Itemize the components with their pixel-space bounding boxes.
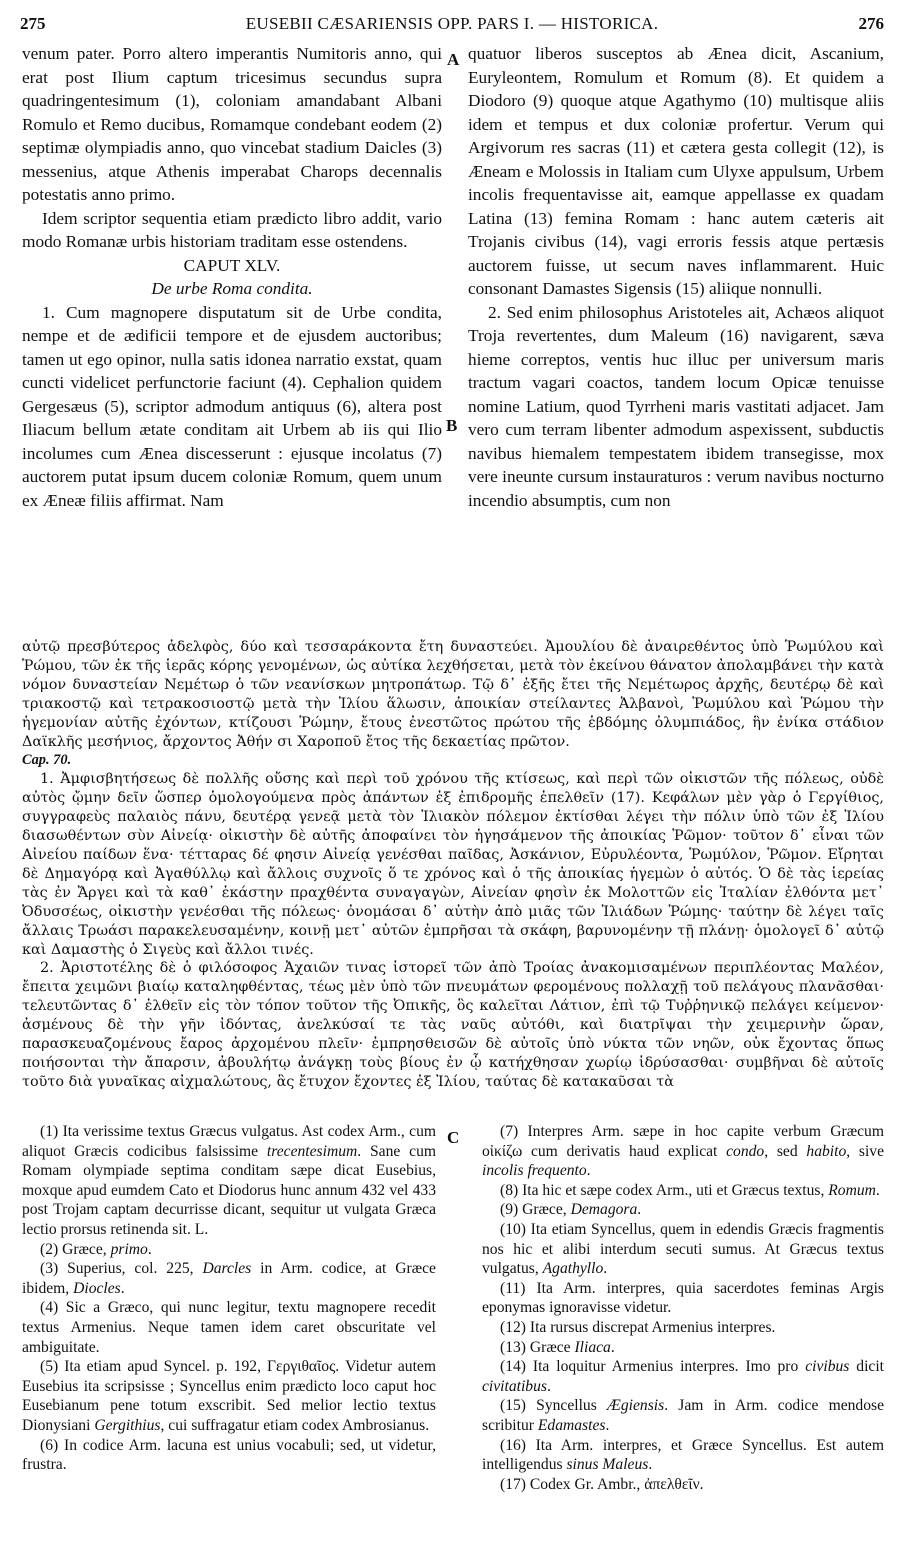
running-header [20, 14, 884, 38]
chapter-title: CAPUT XLV. [183, 255, 281, 275]
greek-paragraph-3: 2. Ἀριστοτέλης δὲ ὁ φιλόσοφος Ἀχαιῶν τινας ἱστορεῖ τῶν ἀπὸ Τροίας ἀνακομισαμένων περιπλέοντας Μαλέον, ἔπειτα χειμῶνι βιαίῳ καταληφθέντας, τέως μὲν ὑπὸ τῶν πνευμάτων φερομένους πολλαχῇ τοῦ πελάγους πλανᾶσθαι· τελευτῶντας δ᾽ ἐλθεῖν εἰς τὸν τόπον τοῦτον τῆς Ὀπικῆς, ὃς καλεῖται Λάτιον, ἐπὶ τῷ Τυῤῥηνικῷ πελάγει κείμενον· ἀσμένους δὲ τὴν γῆν ἰδόντας, ἀνελκύσαί τε τὰς ναῦς αὐτόθι, καὶ διατρῖψαι τὴν χειμερινὴν ὥραν, παρασκευαζομένους ἔαρος ἀρχομένου πλεῖν· ἐμπρησθεισῶν δὲ αὐτοῖς ὑπὸ νύκτα τῶν νηῶν, οὐκ ἔχοντας ὅπως ποιήσονται τὴν ἄπαρσιν, ἀβουλήτῳ ἀνάγκῃ τοὺς βίους ἐν ᾧ κατήχθησαν χωρίῳ ἱδρύσασθαι· συμβῆναι δὲ αὐτοῖς τοῦτο διὰ γυναῖκας αἰχμαλώτους, ἃς ἔτυχον ἔχοντες ἐξ Ἰλίου, ταύτας δὲ κατακαῦσαι τὰ [22, 960, 884, 1090]
left-paragraph-2: Idem scriptor sequentia etiam prædicto libro addit, vario modo Romanæ urbis historiam traditam esse ostendens. [22, 208, 442, 251]
footnote-6: (6) In codice Arm. lacuna est unius vocabuli; sed, ut videtur, frustra. [22, 1436, 436, 1474]
footnote-15: (15) Syncellus Ægiensis. Jam in Arm. codice mendose scribitur Edamastes. [482, 1397, 884, 1434]
footnote-14: (14) Ita loquitur Armenius interpres. Imo pro civibus dicit civitatibus. [482, 1358, 884, 1395]
footnotes-right [482, 1122, 884, 1494]
footnote-13: (13) Græce Iliaca. [500, 1338, 615, 1356]
footnote-1: (1) Ita verissime textus Græcus vulgatus. Ast codex Arm., cum aliquot Græcis codicibus falsissime trecentesimum. Sane cum Romam olympiade septima conditam sæpe dicat Eusebius, moxque apud eumdem Cato et Diodorus hunc annum 432 vel 433 post Trojam captam decurrisse dicant, sequitur ut vulgata Græca lectio prorsus retinenda sit. L. [22, 1123, 436, 1238]
chapter-subtitle: De urbe Roma condita. [151, 279, 313, 298]
footnote-9: (9) Græce, Demagora. [500, 1201, 642, 1219]
column-marker-a: A [447, 50, 460, 69]
footnote-12: (12) Ita rursus discrepat Armenius interpres. [500, 1318, 776, 1336]
footnote-8: (8) Ita hic et sæpe codex Arm., uti et Græcus textus, Romum. [500, 1181, 880, 1199]
footnote-4: (4) Sic a Græco, qui nunc legitur, textu magnopere recedit textus Armenius. Neque tamen idem caret obscuritate vel ambiguitate. [22, 1299, 436, 1356]
right-column [468, 42, 884, 512]
page-number-right: 276 [858, 14, 884, 33]
greek-text-block [22, 638, 884, 1092]
left-column [22, 42, 442, 512]
greek-chapter-ref: Cap. 70. [22, 752, 72, 769]
column-marker-b: B [446, 416, 458, 435]
column-marker-c: C [447, 1128, 460, 1147]
greek-paragraph-2: 1. Ἀμφισβητήσεως δὲ πολλῆς οὔσης καὶ περὶ τοῦ χρόνου τῆς κτίσεως, καὶ περὶ τῶν οἰκιστῶν τῆς πόλεως, οὐδὲ αὐτὸς ᾤμην δεῖν ὥσπερ ὁμολογούμενα πρὸς ἁπάντων ἐξ ἐπιδρομῆς ἐπελθεῖν (17). Κεφάλων μὲν γὰρ ὁ Γεργίθιος, συγγραφεὺς παλαιὸς πάνυ, δευτέρᾳ γενεᾷ μετὰ τὸν Ἰλιακὸν πόλεμον ἐκτίσθαι λέγει τὴν πόλιν ὑπὸ τῶν ἐξ Ἰλίου διασωθέντων σὺν Αἰνείᾳ· οἰκιστὴν δὲ αὐτῆς ἀποφαίνει τὸν ἡγησάμενον τῆς ἀποικίας Ῥῶμον· τοῦτον δ᾽ εἶναι τῶν Αἰνείου παίδων ἕνα· τέτταρας δέ φησιν Αἰνείᾳ γενέσθαι παῖδας, Ἀσκάνιον, Εὐρυλέοντα, Ῥωμύλον, Ῥῶμον. Εἴρηται δὲ Δημαγόρᾳ καὶ Ἀγαθύλλῳ καὶ ἄλλοις συχνοῖς ὅ τε χρόνος καὶ ὁ τῆς ἀποικίας ἡγεμὼν ὁ αὐτός. Ὁ δὲ τὰς ἱερείας τὰς ἐν Ἄργει καὶ τὰ καθ᾽ ἑκάστην πραχθέντα συναγαγὼν, Αἰνείαν φησὶν ἐκ Μολοττῶν εἰς Ἰταλίαν ἐλθόντα μετ᾽ Ὀδυσσέως, οἰκιστὴν γενέσθαι τῆς πόλεως· ὀνομάσαι δ᾽ αὐτὴν ἀπὸ μιᾶς τῶν Ἰλιάδων Ῥώμης· ταύτην δὲ λέγει ταῖς ἄλλαις Τρωάσι παρακελευσαμένην, κοινῇ μετ᾽ αὐτῶν ἐμπρῆσαι τὰ σκάφη, βαρυνομένην τῇ πλάνῃ· ὁμολογεῖ δ᾽ αὐτῷ καὶ Δαμαστὴς ὁ Σιγεὺς καὶ ἄλλοι τινές. [22, 771, 884, 958]
footnote-3: (3) Superius, col. 225, Darcles in Arm. codice, at Græce ibidem, Diocles. [22, 1260, 436, 1297]
running-head-title: EUSEBII CÆSARIENSIS OPP. PARS I. — HISTORICA. [245, 14, 659, 33]
right-paragraph-2: 2. Sed enim philosophus Aristoteles ait, Achæos aliquot Troja revertentes, dum Maleum (16) navigarent, sæva hieme correptos, ventis huc illuc per universum maris tractum vagari coactos, tandem locum Opicæ tenuisse nomine Latium, quod Tyrrheni maris vastitati adjacet. Jam vero cum terram libenter admodum aspexissent, subductis navibus hiemalem tempestatem ibidem transegisse, mox vere ineunte cursum instauraturos : verum navibus nocturno incendio absumptis, cum non [468, 302, 884, 510]
footnote-2: (2) Græce, primo. [40, 1240, 152, 1258]
footnote-5: (5) Ita etiam apud Syncel. p. 192, Γεργιθαῖος. Videtur autem Eusebius ita scripsisse ; Syncellus enim prædicto loco caput hoc Eusebianum pene totum exscribit. Sed melior lectio textus Dionysiani Gergithius, cui suffragatur etiam codex Ambrosianus. [22, 1358, 436, 1434]
greek-paragraph-1: αὐτῷ πρεσβύτερος ἀδελφὸς, δύο καὶ τεσσαράκοντα ἔτη δυναστεύει. Ἀμουλίου δὲ ἀναιρεθέντος ὑπὸ Ῥωμύλου καὶ Ῥώμου, τῶν ἐκ τῆς ἱερᾶς κόρης γενομένων, ὡς αὐτίκα λεχθήσεται, μετὰ τὸν ἐκείνου θάνατον ἀπολαμβάνει τὴν κατὰ νόμον δυναστείαν Νεμέτωρ ὁ τῶν νεανίσκων μητροπάτωρ. Τῷ δ᾽ ἑξῆς ἔτει τῆς Νεμέτωρος ἀρχῆς, δευτέρῳ δὲ καὶ τριακοστῷ καὶ τετρακοσιοστῷ μετὰ τὴν Ἰλίου ἅλωσιν, ἀποικίαν στείλαντες Ἀλβανοὶ, Ῥωμύλου καὶ Ῥώμου τὴν ἡγεμονίαν αὐτῆς ἐχόντων, κτίζουσι Ῥώμην, ἔτους ἐνεστῶτος πρώτου τῆς ἑβδόμης ὀλυμπιάδος, ἣν ἐνίκα στάδιον Δαϊκλῆς μεσήνιος, ἄρχοντος Ἀθήν σι Χαροποῦ ἔτος τῆς δεκαετίας πρῶτον. [22, 639, 884, 750]
page-number-left: 275 [20, 14, 46, 33]
right-paragraph-1: quatuor liberos susceptos ab Ænea dicit, Ascanium, Euryleontem, Romulum et Romum (8). Et quidem a Diodoro (9) quoque atque Agathymo (10) multisque aliis idem et tempus et dux coloniæ profertur. Verum qui Argivorum res sacras (11) et cætera gesta collegit (12), is Æneam e Molossis in Italiam cum Ulyxe appulsum, Urbem incolis frequentavisse ait, eamque appellasse ex quadam Latina (13) femina Romam : hanc autem cæteris ait Trojanis civibus (14), vagi erroris fessis atque pertæsis auctorem fuisse, ut secum naves inflammarent. Huic consonant Damastes Sigensis (15) aliique nonnulli. [468, 44, 884, 298]
footnote-11: (11) Ita Arm. interpres, quia sacerdotes feminas Argis eponymas ignoravisse videtur. [482, 1279, 884, 1317]
footnote-7: (7) Interpres Arm. sæpe in hoc capite verbum Græcum οἰκίζω cum derivatis haud explicat condo, sed habito, sive incolis frequento. [482, 1123, 885, 1180]
footnote-17: (17) Codex Gr. Ambr., ἀπελθεῖν. [500, 1475, 704, 1493]
footnotes-left [22, 1122, 436, 1475]
left-paragraph-1: venum pater. Porro altero imperantis Numitoris anno, qui erat post Ilium captum tricesimus secundus supra quadringentesimum (1), coloniam amandabant Albani Romulo et Remo ducibus, Romamque condebant eodem (2) septimæ olympiadis anno, quo vincebat stadium Daicles (3) messenius, atque Athenis imperabat Charops decennalis potestatis anno primo. [22, 44, 442, 204]
footnote-10: (10) Ita etiam Syncellus, quem in edendis Græcis fragmentis nos hic et alibi interdum secuti sumus. At Græcus textus vulgatus, Agathyllo. [482, 1220, 884, 1278]
footnote-16: (16) Ita Arm. interpres, et Græce Syncellus. Est autem intelligendus sinus Maleus. [482, 1436, 884, 1474]
left-paragraph-3: 1. Cum magnopere disputatum sit de Urbe condita, nempe et de ædificii tempore et de ejusdem auctoribus; tamen ut ego opinor, nulla satis idonea narratio exstat, quam cuncti videlicet perfunctorie faciunt (4). Cephalion quidem Gergesæus (5), scriptor admodum antiquus (6), altera post Iliacum bellum ætate conditam ait Urbem ab iis qui Ilio incolumes cum Ænea discesserunt : ejusque incolatus (7) auctorem putat ipsum ducem coloniæ Romum, quem unum ex Æneæ filiis affirmat. Nam [22, 302, 442, 510]
